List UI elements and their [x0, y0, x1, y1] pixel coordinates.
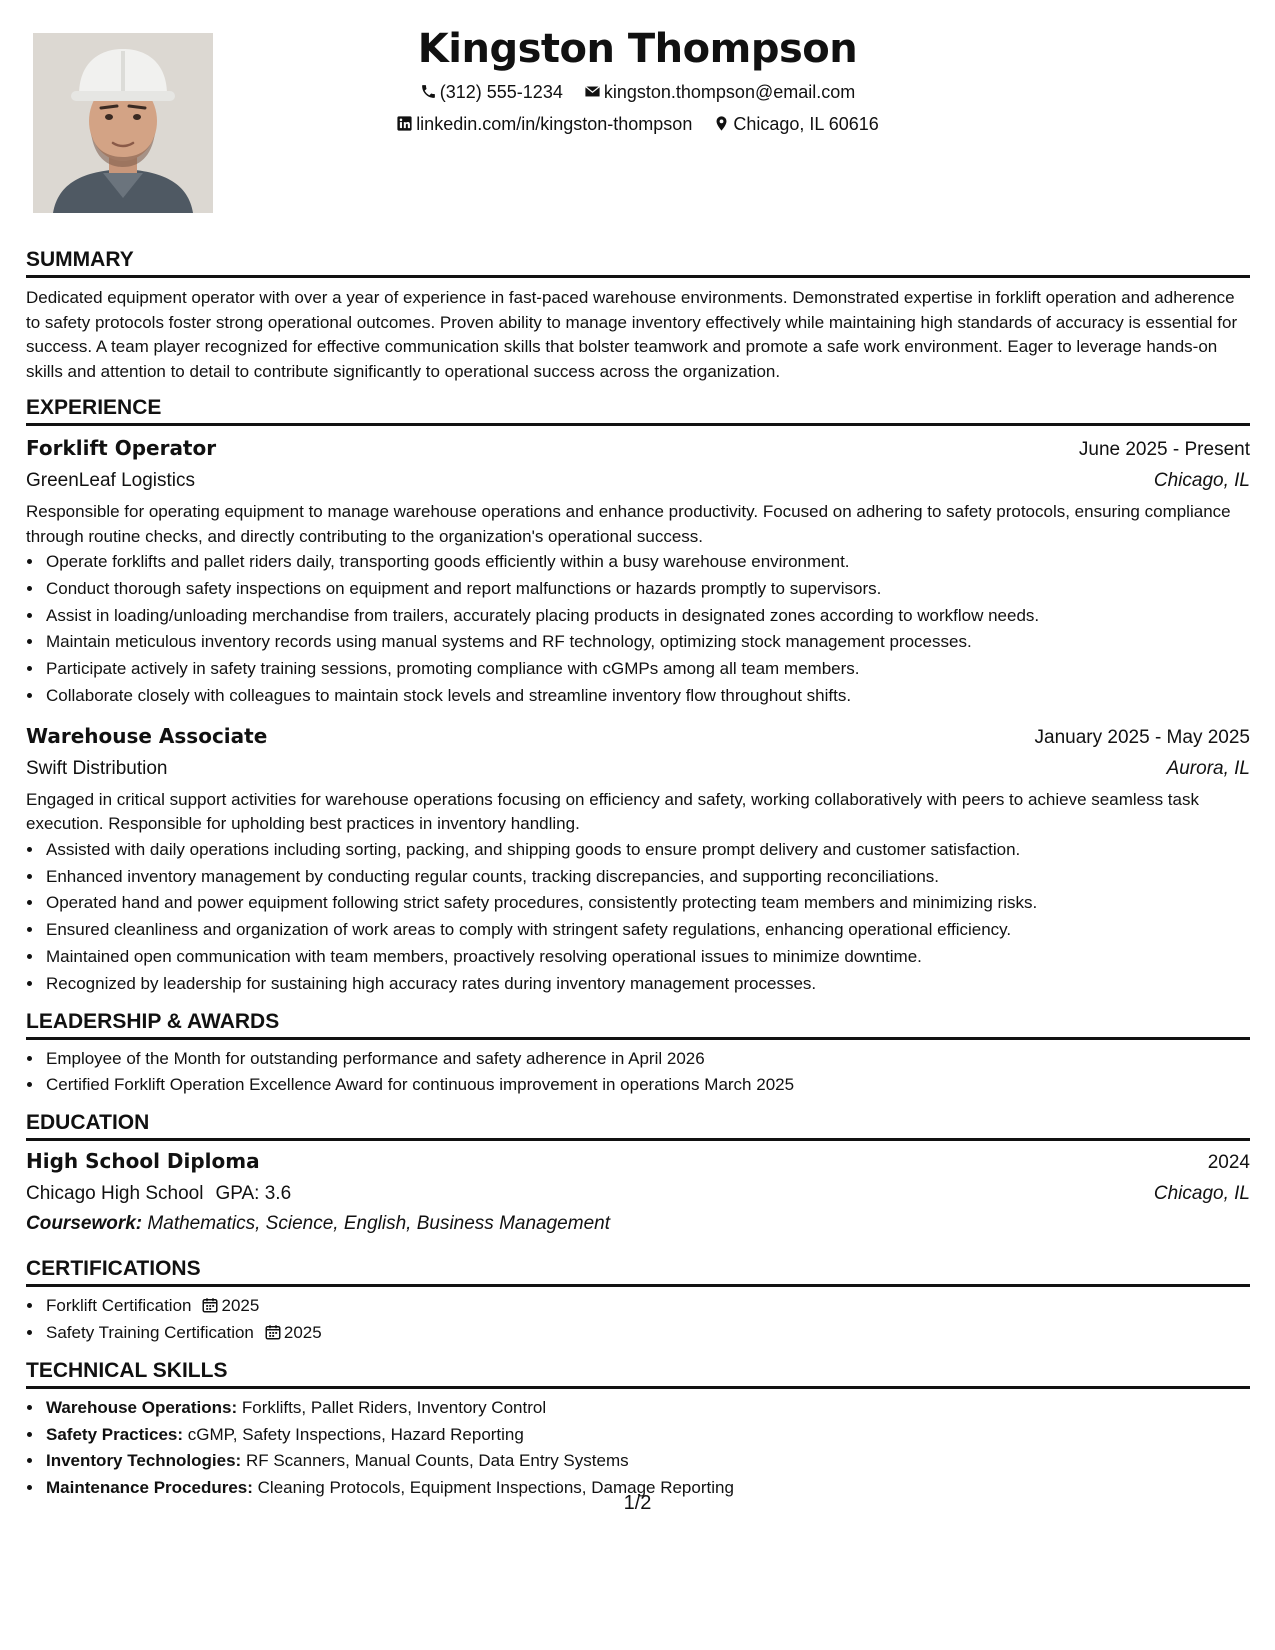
education-heading: EDUCATION: [26, 1109, 1250, 1141]
skill-value: Cleaning Protocols, Equipment Inspections, Damage Reporting: [257, 1478, 734, 1498]
skill-label: Warehouse Operations:: [46, 1397, 238, 1417]
list-item: [44, 1293, 1250, 1320]
linkedin-text: linkedin.com/in/kingston-thompson: [416, 114, 693, 134]
education-school: Chicago High School: [26, 1183, 204, 1205]
list-item: • Employee of the Month for outstanding performance and safety adherence in April 2026: [44, 1046, 1250, 1073]
skill-label: Safety Practices:: [46, 1424, 184, 1444]
certification-name: Forklift Certification: [46, 1296, 192, 1316]
page-number: 1/2: [623, 1492, 652, 1514]
education-year: 2024: [1207, 1152, 1250, 1174]
list-item: • Conduct thorough safety inspections on equipment and report malfunctions or hazards promptly to supervisors.: [44, 576, 1250, 603]
job-description: Responsible for operating equipment to manage warehouse operations and enhance productivity. Focused on adhering to safety protocols, ensuring compliance through routine checks, and directly contributing to the organization's operational success.: [26, 502, 1231, 546]
email-text: kingston.thompson@email.com: [603, 82, 856, 102]
list-item: [44, 1320, 1250, 1347]
list-item: • Assist in loading/unloading merchandise from trailers, accurately placing products in designated zones according to workflow needs.: [44, 603, 1250, 630]
skill-value: Forklifts, Pallet Riders, Inventory Control: [241, 1397, 547, 1417]
coursework-label: Coursework:: [26, 1213, 143, 1235]
certification-name: Safety Training Certification: [46, 1322, 254, 1342]
job-dates: January 2025 - May 2025: [1034, 726, 1250, 748]
job-bullets: [26, 549, 1250, 710]
job-entry: [26, 432, 1250, 710]
list-item: • Assisted with daily operations including sorting, packing, and shipping goods to ensure prompt delivery and customer satisfaction.: [44, 837, 1250, 864]
experience-heading: EXPERIENCE: [26, 394, 1250, 426]
contact-phone[interactable]: [420, 76, 563, 108]
list-item: • Participate actively in safety training sessions, promoting compliance with cGMPs among all team members.: [44, 656, 1250, 683]
education-header: [26, 1145, 1250, 1179]
certifications-section: [26, 1255, 1250, 1347]
resume-header: [0, 22, 1275, 140]
list-item: • Operated hand and power equipment following strict safety procedures, consistently protecting team members and minimizing risks.: [44, 890, 1250, 917]
job-dates: June 2025 - Present: [1078, 439, 1250, 460]
location-text: Chicago, IL 60616: [733, 114, 879, 134]
skills-heading: TECHNICAL SKILLS: [26, 1357, 1250, 1389]
list-item: • Ensured cleanliness and organization of work areas to comply with stringent safety regulations, enhancing operational efficiency.: [44, 917, 1250, 944]
experience-section: [26, 394, 1250, 998]
job-location: Chicago, IL: [1153, 470, 1250, 491]
summary-text: Dedicated equipment operator with over a year of experience in fast-paced warehouse environments. Demonstrated expertise in forklift operation and adherence to safety protocols foster strong operational outcomes. Proven ability to manage inventory effectively while maintaining high standards of accuracy is essential for success. A team player recognized for effective communication skills that bolster teamwork and promote a safe work environment. Eager to leverage hands-on skills and attention to detail to contribute significantly to operational success across the organization.: [26, 288, 1238, 381]
job-header: [26, 432, 1250, 466]
job-location: Aurora, IL: [1166, 757, 1250, 779]
education-coursework: [26, 1209, 1250, 1239]
job-entry: [26, 720, 1250, 998]
education-section: [26, 1109, 1250, 1239]
certification-year: 2025: [221, 1296, 260, 1316]
linkedin-icon: [396, 115, 413, 132]
awards-heading: LEADERSHIP & AWARDS: [26, 1008, 1250, 1040]
job-bullets: [26, 837, 1250, 998]
contact-row-1: [0, 76, 1275, 108]
summary-section: [26, 246, 1250, 384]
education-location: Chicago, IL: [1153, 1183, 1250, 1205]
job-subheader: [26, 466, 1250, 496]
list-item: [44, 1422, 1250, 1449]
phone-icon: [420, 83, 437, 100]
envelope-icon: [584, 83, 601, 100]
job-company: GreenLeaf Logistics: [26, 470, 195, 491]
skill-label: Maintenance Procedures:: [46, 1478, 253, 1498]
awards-list: [26, 1046, 1250, 1100]
summary-heading: SUMMARY: [26, 246, 1250, 278]
calendar-icon: [201, 1296, 219, 1314]
job-title: Forklift Operator: [26, 436, 217, 460]
education-subheader: [26, 1179, 1250, 1209]
contact-row-2: [0, 108, 1275, 140]
calendar-icon: [264, 1323, 282, 1341]
awards-section: [26, 1008, 1250, 1100]
skills-list: [26, 1395, 1250, 1502]
job-description: Engaged in critical support activities for warehouse operations focusing on efficiency and safety, working collaboratively with peers to achieve seamless task execution. Responsible for upholding best practices in inventory handling.: [26, 789, 1199, 834]
list-item: [44, 1395, 1250, 1422]
certifications-heading: CERTIFICATIONS: [26, 1255, 1250, 1287]
education-degree: High School Diploma: [26, 1149, 260, 1174]
contact-email[interactable]: [584, 76, 855, 108]
skill-value: cGMP, Safety Inspections, Hazard Reporting: [187, 1424, 524, 1444]
skill-value: RF Scanners, Manual Counts, Data Entry Systems: [245, 1451, 629, 1471]
certification-year: 2025: [283, 1322, 322, 1342]
skill-label: Inventory Technologies:: [46, 1451, 242, 1471]
list-item: • Enhanced inventory management by conducting regular counts, tracking discrepancies, and supporting reconciliations.: [44, 864, 1250, 891]
candidate-name: Kingston Thompson: [417, 26, 858, 72]
resume-content: [26, 246, 1250, 1512]
job-title: Warehouse Associate: [26, 723, 268, 748]
list-item: [44, 1448, 1250, 1475]
list-item: • Maintain meticulous inventory records using manual systems and RF technology, optimizing stock management processes.: [44, 629, 1250, 656]
phone-text: (312) 555-1234: [439, 82, 563, 102]
job-company: Swift Distribution: [26, 757, 168, 779]
job-header: [26, 720, 1250, 754]
skills-section: [26, 1357, 1250, 1502]
list-item: • Collaborate closely with colleagues to maintain stock levels and streamline inventory flow throughout shifts.: [44, 683, 1250, 710]
map-pin-icon: [713, 115, 730, 132]
list-item: • Operate forklifts and pallet riders daily, transporting goods efficiently within a busy warehouse environment.: [44, 549, 1250, 576]
list-item: • Certified Forklift Operation Excellence Award for continuous improvement in operations March 2025: [44, 1072, 1250, 1099]
contact-location: [713, 108, 878, 140]
job-subheader: [26, 754, 1250, 784]
list-item: • Recognized by leadership for sustaining high accuracy rates during inventory management processes.: [44, 971, 1250, 998]
list-item: • Maintained open communication with team members, proactively resolving operational issues to minimize downtime.: [44, 944, 1250, 971]
certifications-list: [26, 1293, 1250, 1347]
contact-linkedin[interactable]: [396, 108, 692, 140]
education-gpa: GPA: 3.6: [215, 1183, 292, 1205]
coursework-text: Mathematics, Science, English, Business Management: [147, 1213, 610, 1235]
